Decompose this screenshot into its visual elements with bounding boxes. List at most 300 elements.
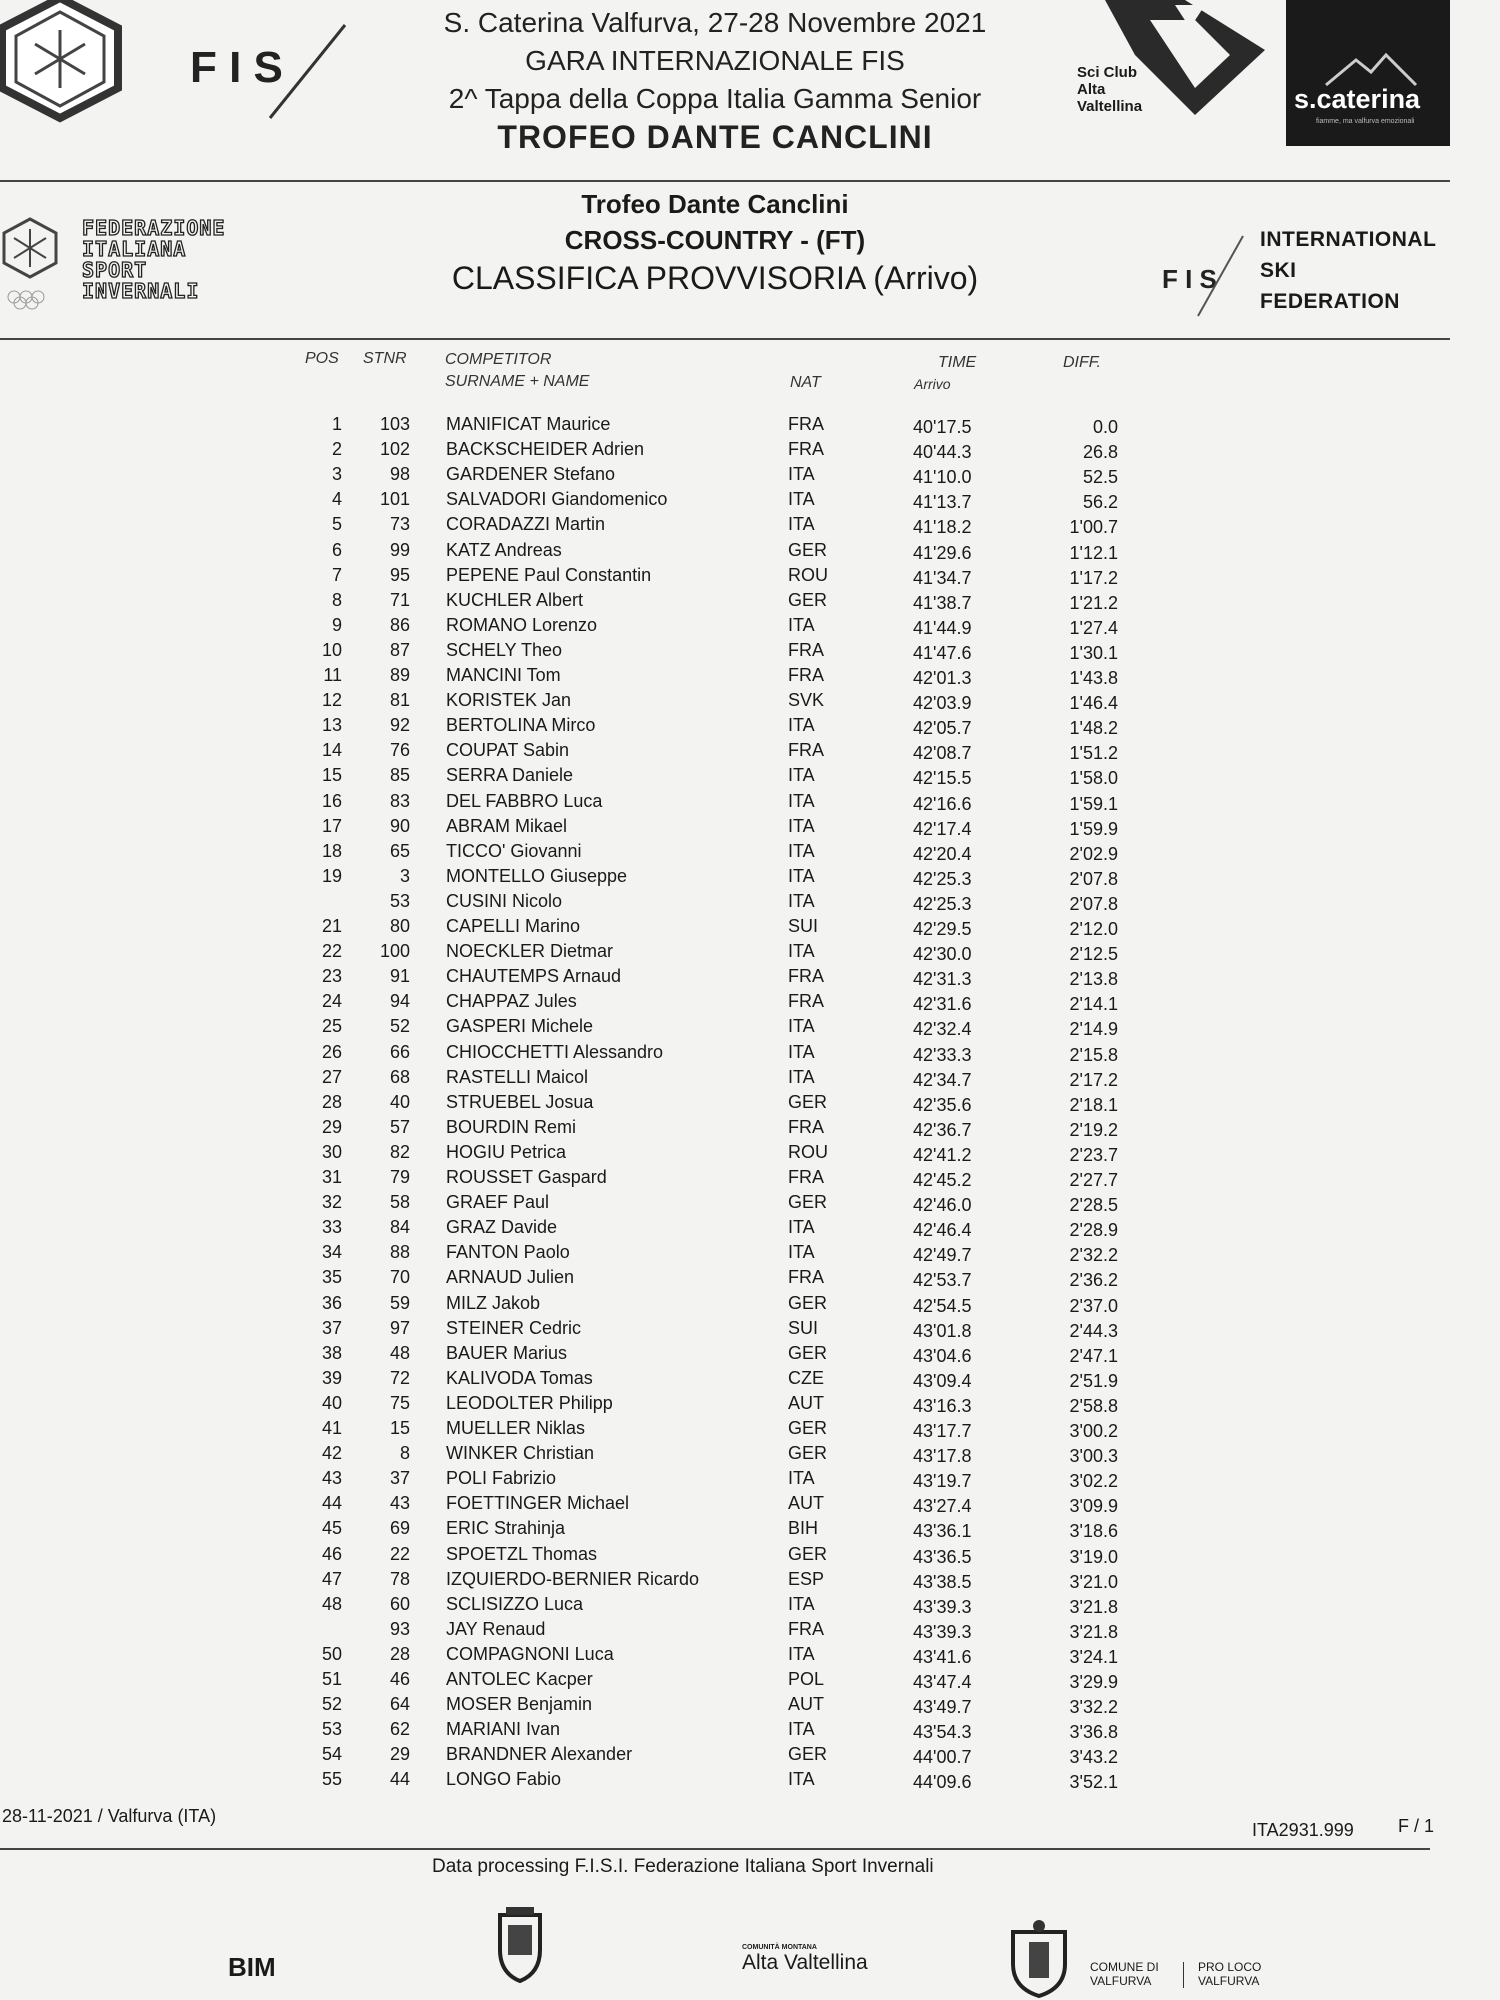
row-pos: 8 (331, 589, 342, 610)
row-pos: 21 (321, 916, 342, 936)
row-competitor: CHIOCCHETTI Alessandro (446, 1041, 664, 1062)
footer-code: ITA2931.999 (1252, 1820, 1354, 1840)
row-diff: 3'52.1 (1069, 1772, 1118, 1793)
row-time: 43'39.3 (913, 1596, 972, 1617)
row-diff: 3'21.8 (1069, 1596, 1118, 1617)
table-row (0, 789, 1500, 814)
row-stnr: 103 (379, 414, 410, 434)
sponsor-comune-valfurva (1090, 1960, 1159, 1988)
federation-name-line: ITALIANA (82, 237, 187, 261)
row-nat: ITA (788, 941, 815, 962)
row-time: 42'36.7 (913, 1119, 972, 1140)
row-pos: 2 (331, 439, 342, 460)
row-time: 42'32.4 (913, 1019, 972, 1040)
row-pos: 38 (321, 1342, 342, 1363)
table-row (0, 864, 1500, 889)
row-pos: 15 (321, 765, 342, 786)
row-stnr: 29 (389, 1744, 410, 1765)
row-diff: 1'12.1 (1069, 542, 1118, 563)
row-competitor: ARNAUD Julien (446, 1267, 575, 1288)
row-diff: 2'14.9 (1069, 1019, 1118, 1040)
row-nat: GER (788, 539, 828, 560)
table-row (0, 588, 1500, 613)
row-pos: 44 (321, 1493, 342, 1514)
row-pos: 16 (321, 790, 342, 811)
row-nat: FRA (788, 665, 824, 685)
isf-line: INTERNATIONAL (1260, 228, 1437, 251)
row-pos: 6 (331, 539, 342, 560)
row-pos: 53 (321, 1719, 342, 1740)
row-nat: GER (788, 1418, 828, 1438)
row-competitor: CHAPPAZ Jules (446, 991, 577, 1012)
row-time: 42'25.3 (913, 868, 972, 889)
row-competitor: KALIVODA Tomas (446, 1367, 593, 1388)
table-row (0, 1441, 1500, 1466)
row-pos: 14 (321, 740, 342, 761)
row-diff: 2'27.7 (1069, 1170, 1118, 1190)
row-competitor: ERIC Strahinja (446, 1518, 566, 1539)
table-row (0, 613, 1500, 638)
row-nat: FRA (788, 1167, 824, 1187)
row-time: 42'15.5 (913, 768, 972, 789)
row-nat: FRA (788, 991, 824, 1012)
row-stnr: 75 (389, 1392, 410, 1413)
row-time: 42'01.3 (913, 668, 972, 688)
row-competitor: MONTELLO Giuseppe (446, 865, 628, 886)
row-stnr: 101 (379, 489, 410, 510)
row-diff: 1'21.2 (1069, 592, 1118, 613)
footer-divider (0, 1848, 1430, 1850)
sponsor-divider (1183, 1962, 1184, 1988)
row-diff: 56.2 (1082, 492, 1118, 513)
row-pos: 10 (321, 639, 342, 660)
row-stnr: 44 (389, 1769, 410, 1790)
row-stnr: 48 (389, 1342, 410, 1363)
row-competitor: BRANDNER Alexander (446, 1744, 633, 1765)
table-row (0, 1366, 1500, 1391)
isf-line: SKI (1260, 259, 1297, 282)
footer-date-place: 28-11-2021 / Valfurva (ITA) (2, 1806, 217, 1826)
row-competitor: SERRA Daniele (446, 765, 574, 786)
row-time: 42'03.9 (913, 693, 972, 714)
row-time: 43'27.4 (913, 1496, 972, 1517)
row-stnr: 58 (389, 1192, 410, 1213)
row-time: 41'29.6 (913, 542, 972, 563)
row-diff: 2'36.2 (1069, 1270, 1118, 1291)
row-diff: 2'19.2 (1069, 1119, 1118, 1140)
row-diff: 2'15.8 (1069, 1044, 1118, 1065)
row-time: 43'38.5 (913, 1571, 972, 1592)
row-diff: 1'58.0 (1069, 768, 1118, 789)
comunita-montana-name: Alta Valtellina (742, 1951, 868, 1974)
row-stnr: 53 (389, 890, 410, 911)
row-stnr: 69 (389, 1518, 410, 1539)
row-diff: 3'32.2 (1069, 1697, 1118, 1718)
row-pos: 31 (321, 1167, 342, 1187)
row-nat: ITA (788, 840, 815, 861)
sciclub-text-2: Alta (1077, 81, 1106, 98)
row-stnr: 76 (389, 740, 410, 761)
row-pos: 27 (321, 1066, 342, 1087)
row-time: 42'49.7 (913, 1245, 972, 1266)
row-diff: 2'07.8 (1069, 868, 1118, 889)
row-competitor: COMPAGNONI Luca (446, 1643, 614, 1664)
table-row (0, 1090, 1500, 1115)
row-nat: ITA (788, 514, 815, 535)
row-diff: 1'48.2 (1069, 718, 1118, 739)
federation-name-line: INVERNALI (82, 279, 200, 303)
table-row (0, 512, 1500, 537)
table-row (0, 538, 1500, 563)
row-competitor: SPOETZL Thomas (446, 1543, 598, 1564)
row-time: 42'30.0 (913, 944, 972, 965)
row-stnr: 81 (389, 690, 410, 711)
row-time: 43'17.8 (913, 1446, 972, 1467)
row-competitor: BACKSCHEIDER Adrien (446, 439, 645, 460)
row-nat: GER (788, 1192, 828, 1213)
results-title-block (330, 186, 1100, 298)
proloco-line: PRO LOCO (1198, 1960, 1262, 1974)
table-row (0, 1742, 1500, 1767)
row-competitor: ANTOLEC Kacper (446, 1669, 593, 1689)
row-nat: SUI (788, 916, 819, 936)
table-row (0, 1491, 1500, 1516)
row-competitor: STEINER Cedric (446, 1317, 582, 1338)
row-stnr: 98 (389, 464, 410, 485)
row-time: 43'54.3 (913, 1722, 972, 1743)
row-pos: 47 (321, 1568, 342, 1589)
row-stnr: 91 (389, 966, 410, 987)
row-pos: 26 (321, 1041, 342, 1062)
row-nat: FRA (788, 1116, 824, 1137)
table-row (0, 688, 1500, 713)
row-time: 42'31.3 (913, 969, 972, 990)
row-competitor: FANTON Paolo (446, 1242, 570, 1263)
s-caterina-subtext: fiamme, ma valfurva emozionali (1316, 118, 1415, 125)
row-time: 42'16.6 (913, 793, 972, 814)
row-pos: 23 (321, 966, 342, 987)
table-row (0, 563, 1500, 588)
row-stnr: 3 (399, 865, 410, 886)
row-time: 41'38.7 (913, 592, 972, 613)
row-time: 43'04.6 (913, 1345, 972, 1366)
row-stnr: 73 (389, 514, 410, 535)
row-time: 41'18.2 (913, 517, 972, 538)
event-stage: 2^ Tappa della Coppa Italia Gamma Senior (448, 83, 982, 114)
row-nat: CZE (788, 1367, 824, 1388)
table-row (0, 1341, 1500, 1366)
coat-of-arms-icon (492, 1905, 548, 1985)
row-nat: GER (788, 589, 828, 610)
event-location-date: S. Caterina Valfurva, 27-28 Novembre 2021 (443, 7, 987, 38)
row-competitor: RASTELLI Maicol (446, 1066, 589, 1087)
row-competitor: MUELLER Niklas (446, 1418, 586, 1438)
row-time: 43'39.3 (913, 1621, 972, 1642)
table-row (0, 989, 1500, 1014)
table-row (0, 663, 1500, 688)
row-competitor: COUPAT Sabin (446, 740, 570, 761)
event-header (300, 4, 1130, 156)
row-diff: 2'07.8 (1069, 893, 1118, 914)
sciclub-text-3: Valtellina (1077, 98, 1143, 115)
table-row (0, 1165, 1500, 1190)
row-pos: 51 (321, 1669, 342, 1689)
row-nat: FRA (788, 414, 824, 434)
row-diff: 2'44.3 (1069, 1320, 1118, 1341)
row-time: 43'36.5 (913, 1546, 972, 1567)
table-row (0, 939, 1500, 964)
row-pos: 48 (321, 1593, 342, 1614)
row-nat: ITA (788, 765, 815, 786)
table-row (0, 412, 1500, 437)
row-time: 43'16.3 (913, 1395, 972, 1416)
table-row (0, 1140, 1500, 1165)
row-pos: 30 (321, 1141, 342, 1162)
row-diff: 3'43.2 (1069, 1747, 1118, 1768)
row-nat: ITA (788, 890, 815, 911)
row-pos: 41 (321, 1418, 342, 1438)
international-ski-federation (1260, 224, 1436, 317)
row-diff: 3'02.2 (1069, 1471, 1118, 1492)
sponsor-proloco-valfurva (1198, 1960, 1261, 1988)
row-nat: AUT (788, 1392, 824, 1413)
row-nat: ITA (788, 1719, 815, 1740)
row-nat: FRA (788, 1618, 824, 1639)
federation-name (82, 218, 225, 302)
row-time: 43'49.7 (913, 1697, 972, 1718)
sponsor-comunita-montana (742, 1944, 868, 1975)
row-stnr: 95 (389, 564, 410, 585)
row-competitor: ABRAM Mikael (446, 815, 568, 836)
footer-page: F / 1 (1398, 1816, 1435, 1836)
row-time: 41'34.7 (913, 567, 972, 588)
row-stnr: 28 (389, 1643, 410, 1664)
row-nat: ITA (788, 1217, 815, 1238)
row-pos: 3 (331, 464, 342, 485)
row-time: 42'17.4 (913, 818, 972, 839)
table-row (0, 1542, 1500, 1567)
row-competitor: CHAUTEMPS Arnaud (446, 966, 622, 987)
ranking-title: CLASSIFICA PROVVISORIA (Arrivo) (451, 260, 979, 296)
row-time: 43'01.8 (913, 1320, 972, 1341)
row-stnr: 93 (389, 1618, 410, 1639)
row-diff: 2'14.1 (1069, 994, 1118, 1015)
row-time: 43'47.4 (913, 1672, 972, 1692)
row-stnr: 88 (389, 1242, 410, 1263)
row-stnr: 89 (389, 665, 410, 685)
row-competitor: GARDENER Stefano (446, 464, 616, 485)
row-stnr: 8 (399, 1443, 410, 1464)
row-nat: ITA (788, 865, 815, 886)
sub-divider (0, 338, 1450, 340)
row-stnr: 37 (389, 1468, 410, 1489)
row-stnr: 92 (389, 715, 410, 736)
row-competitor: CORADAZZI Martin (446, 514, 606, 535)
row-time: 42'31.6 (913, 994, 972, 1015)
row-pos: 43 (321, 1468, 342, 1489)
s-caterina-text: s.caterina (1294, 84, 1421, 114)
row-stnr: 80 (389, 916, 410, 936)
row-diff: 2'28.5 (1069, 1195, 1118, 1216)
row-competitor: SALVADORI Giandomenico (446, 489, 668, 510)
row-nat: ITA (788, 1016, 815, 1037)
sciclub-text-1: Sci Club (1077, 64, 1138, 81)
sponsor-bim: BIM (228, 1952, 276, 1982)
row-stnr: 65 (389, 840, 410, 861)
row-stnr: 60 (389, 1593, 410, 1614)
row-nat: ITA (788, 1242, 815, 1263)
row-stnr: 46 (389, 1669, 410, 1689)
row-time: 42'25.3 (913, 893, 972, 914)
comune-line: VALFURVA (1090, 1974, 1152, 1988)
row-stnr: 71 (389, 589, 410, 610)
row-pos: 52 (321, 1694, 342, 1715)
row-time: 44'00.7 (913, 1747, 972, 1768)
row-nat: ROU (788, 564, 828, 585)
row-diff: 1'17.2 (1069, 567, 1118, 588)
row-pos: 40 (321, 1392, 342, 1413)
row-diff: 1'46.4 (1069, 693, 1118, 714)
row-pos: 42 (321, 1443, 342, 1464)
row-diff: 3'29.9 (1069, 1672, 1118, 1692)
row-competitor: CAPELLI Marino (446, 916, 581, 936)
table-row (0, 763, 1500, 788)
col-header-time: TIME (938, 354, 977, 371)
row-pos: 46 (321, 1543, 342, 1564)
table-row (0, 1642, 1500, 1667)
table-row (0, 462, 1500, 487)
table-row (0, 1265, 1500, 1290)
row-nat: FRA (788, 639, 824, 660)
row-competitor: MOSER Benjamin (446, 1694, 593, 1715)
row-diff: 2'58.8 (1069, 1395, 1118, 1416)
row-competitor: SCHELY Theo (446, 639, 563, 660)
row-time: 42'54.5 (913, 1295, 972, 1316)
row-time: 43'17.7 (913, 1421, 972, 1441)
row-competitor: PEPENE Paul Constantin (446, 564, 652, 585)
row-competitor: LONGO Fabio (446, 1769, 562, 1790)
row-stnr: 79 (389, 1167, 410, 1187)
row-competitor: FOETTINGER Michael (446, 1493, 630, 1514)
fisi-badge-logo (0, 0, 130, 125)
table-row (0, 1215, 1500, 1240)
discipline-title: CROSS-COUNTRY - (FT) (564, 225, 866, 255)
row-time: 42'35.6 (913, 1094, 972, 1115)
row-competitor: MARIANI Ivan (446, 1719, 561, 1740)
row-diff: 2'51.9 (1069, 1370, 1118, 1391)
row-time: 43'36.1 (913, 1521, 972, 1542)
table-row (0, 638, 1500, 663)
row-competitor: ROUSSET Gaspard (446, 1167, 607, 1187)
row-nat: FRA (788, 439, 824, 460)
row-competitor: KUCHLER Albert (446, 589, 584, 610)
table-row (0, 1291, 1500, 1316)
row-stnr: 94 (389, 991, 410, 1012)
row-time: 43'41.6 (913, 1646, 972, 1667)
row-diff: 2'47.1 (1069, 1345, 1118, 1366)
row-nat: ITA (788, 464, 815, 485)
row-competitor: POLI Fabrizio (446, 1468, 557, 1489)
row-pos: 13 (321, 715, 342, 736)
row-diff: 26.8 (1082, 442, 1118, 463)
row-time: 40'17.5 (913, 417, 972, 437)
table-row (0, 1065, 1500, 1090)
row-diff: 2'23.7 (1069, 1144, 1118, 1165)
row-stnr: 64 (389, 1694, 410, 1715)
row-nat: ITA (788, 1066, 815, 1087)
row-pos: 4 (331, 489, 342, 510)
row-nat: ITA (788, 1769, 815, 1790)
sci-club-alta-valtellina-logo (1075, 0, 1275, 130)
row-competitor: BOURDIN Remi (446, 1116, 577, 1137)
table-row (0, 1767, 1500, 1792)
col-header-surname-name: SURNAME + NAME (445, 373, 590, 390)
svg-text:F I S: F I S (190, 43, 283, 92)
row-pos: 22 (321, 941, 342, 962)
row-diff: 2'02.9 (1069, 843, 1118, 864)
row-diff: 2'12.0 (1069, 919, 1118, 939)
row-diff: 2'28.9 (1069, 1220, 1118, 1241)
row-competitor: TICCO' Giovanni (446, 840, 582, 861)
row-pos: 33 (321, 1217, 342, 1238)
row-pos: 9 (331, 614, 342, 635)
fis-logo-small (1158, 228, 1248, 318)
row-diff: 3'09.9 (1069, 1496, 1118, 1517)
table-row (0, 1240, 1500, 1265)
row-nat: ITA (788, 790, 815, 811)
row-nat: GER (788, 1292, 828, 1313)
row-pos: 7 (331, 564, 342, 585)
row-competitor: GRAEF Paul (446, 1192, 550, 1213)
row-time: 41'13.7 (913, 492, 972, 513)
row-nat: AUT (788, 1694, 824, 1715)
row-nat: GER (788, 1091, 828, 1112)
row-competitor: DEL FABBRO Luca (446, 790, 603, 811)
row-stnr: 100 (379, 941, 410, 962)
row-nat: ESP (788, 1568, 825, 1589)
row-time: 42'45.2 (913, 1170, 972, 1190)
row-diff: 3'19.0 (1069, 1546, 1118, 1567)
row-diff: 2'18.1 (1069, 1094, 1118, 1115)
row-time: 42'34.7 (913, 1069, 972, 1090)
table-row (0, 738, 1500, 763)
row-nat: GER (788, 1744, 828, 1765)
row-diff: 2'12.5 (1069, 944, 1118, 965)
row-diff: 3'00.3 (1069, 1446, 1118, 1467)
table-row (0, 1190, 1500, 1215)
table-row (0, 1717, 1500, 1742)
row-competitor: BERTOLINA Mirco (446, 715, 596, 736)
event-trophy: TROFEO DANTE CANCLINI (497, 119, 933, 155)
row-nat: ITA (788, 1643, 815, 1664)
row-competitor: IZQUIERDO-BERNIER Ricardo (446, 1568, 700, 1589)
isf-line: FEDERATION (1260, 290, 1400, 313)
row-nat: BIH (788, 1518, 819, 1539)
row-competitor: STRUEBEL Josua (446, 1091, 594, 1112)
row-stnr: 78 (389, 1568, 410, 1589)
row-time: 41'10.0 (913, 467, 972, 488)
row-pos: 54 (321, 1744, 342, 1765)
top-divider (0, 180, 1450, 182)
row-stnr: 83 (389, 790, 410, 811)
row-stnr: 70 (389, 1267, 410, 1288)
row-competitor: GASPERI Michele (446, 1016, 594, 1037)
row-pos: 55 (321, 1769, 342, 1790)
row-competitor: CUSINI Nicolo (446, 890, 563, 911)
row-stnr: 22 (389, 1543, 410, 1564)
table-row (0, 964, 1500, 989)
row-pos: 29 (321, 1116, 342, 1137)
